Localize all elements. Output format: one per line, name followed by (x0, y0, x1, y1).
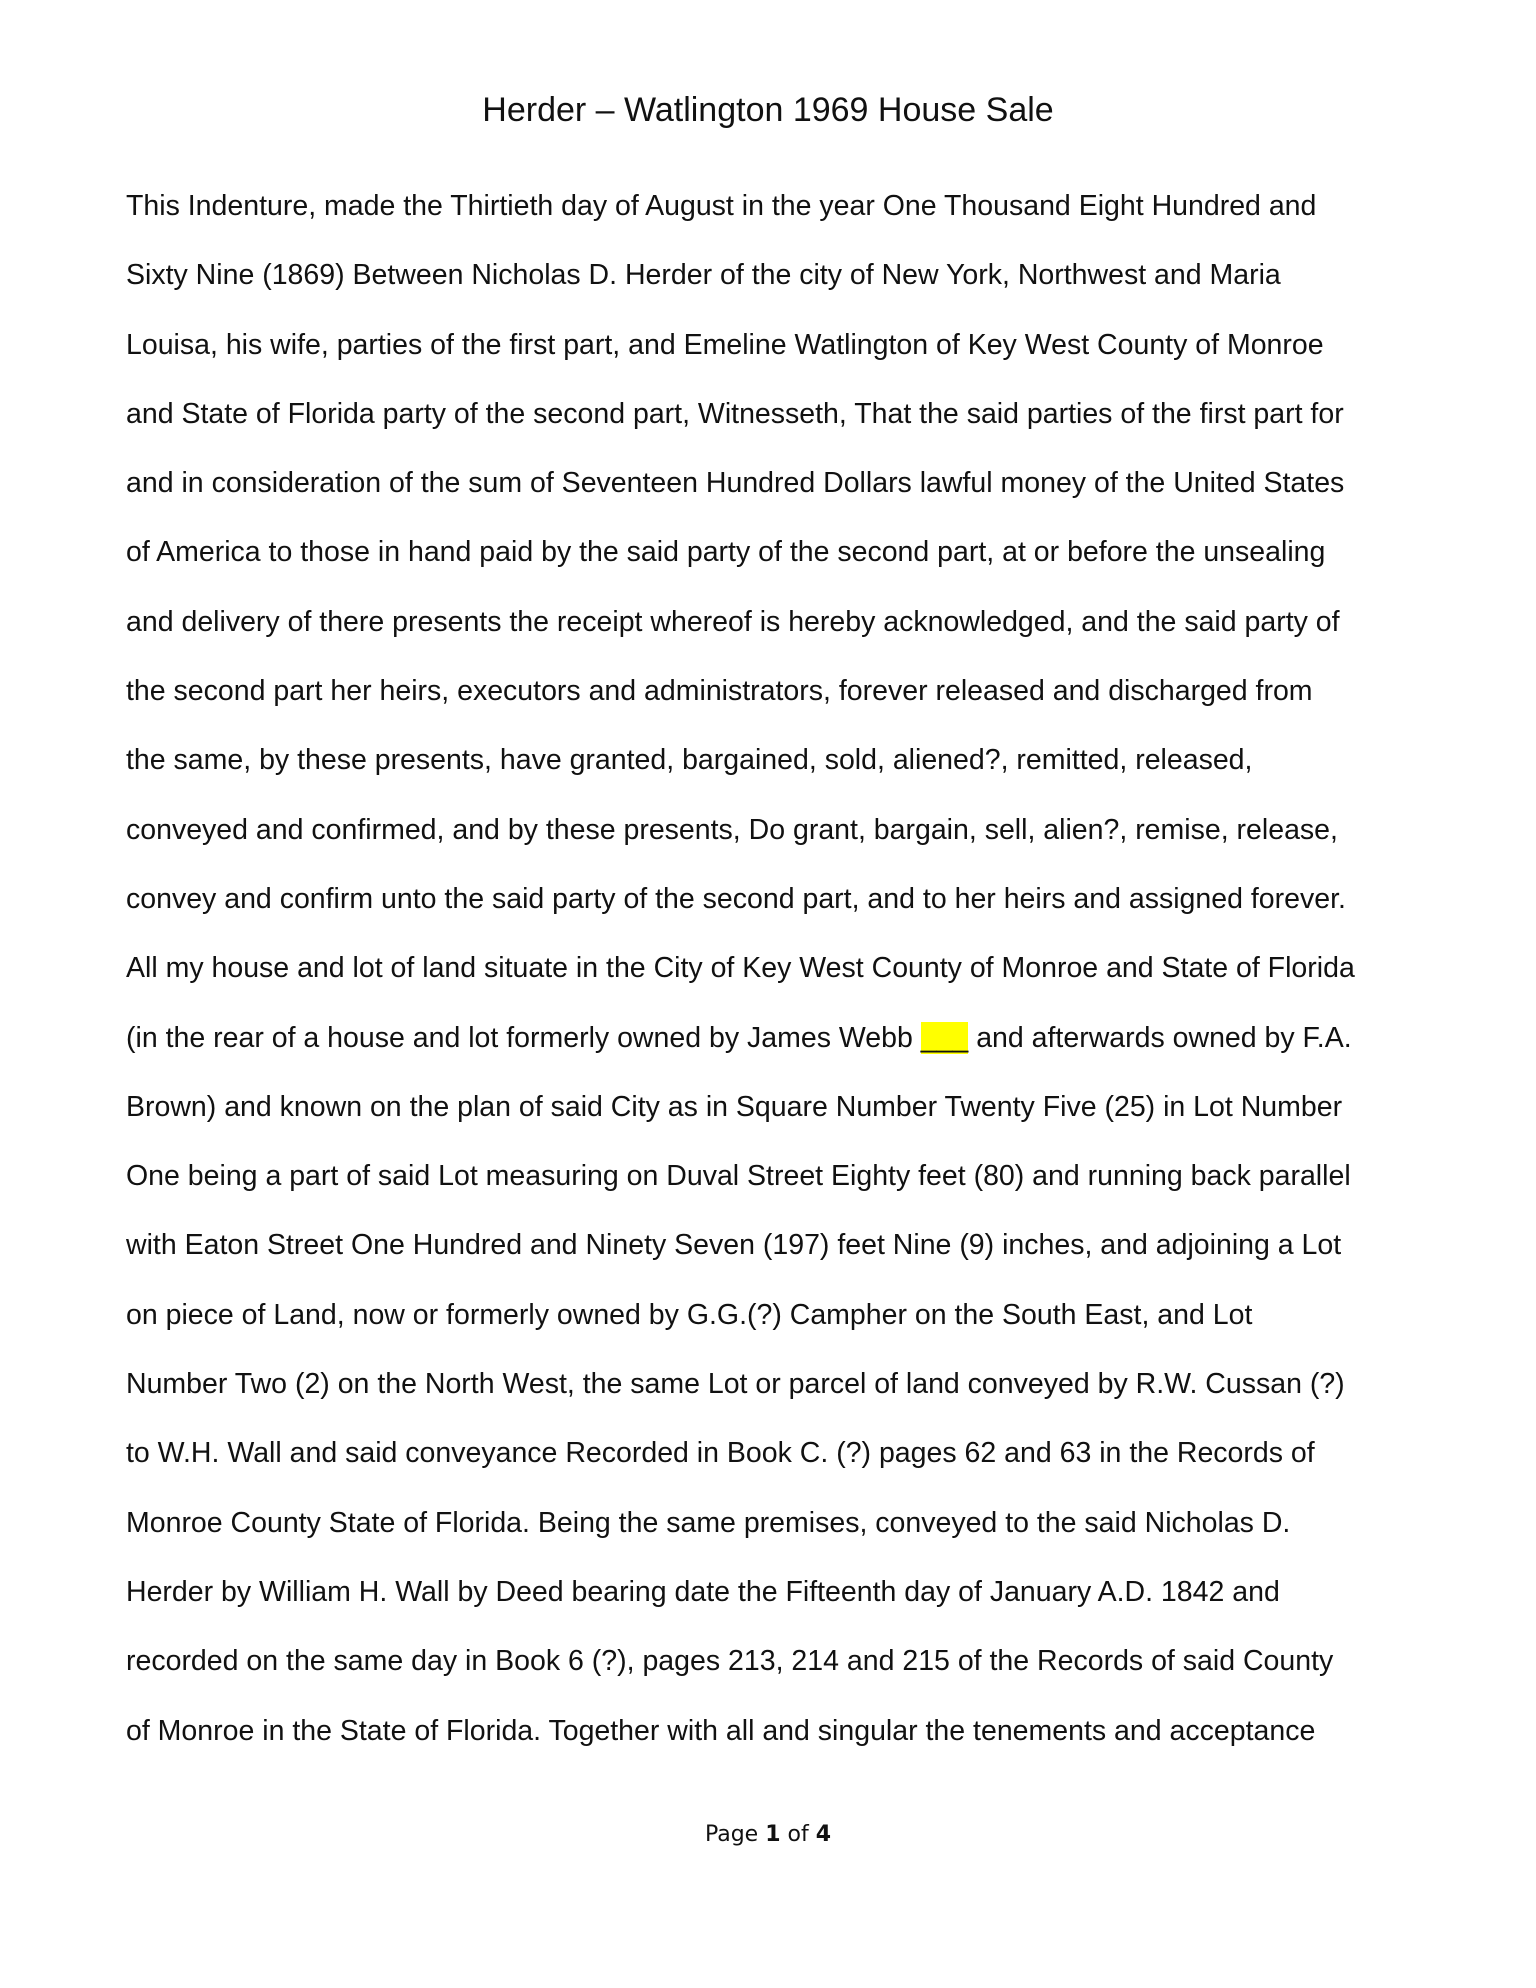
text-line: Brown) and known on the plan of said City as in Square Number Twenty Five (25) in Lot Number (126, 1090, 1343, 1123)
text-line: This Indenture, made the Thirtieth day of August in the year One Thousand Eight Hundred and (126, 190, 1317, 222)
page-label: Page (704, 1822, 759, 1847)
text-line: Louisa, his wife, parties of the first part, and Emeline Watlington of Key West County of Monroe (126, 328, 1324, 361)
total-pages-number: 4 (815, 1822, 832, 1847)
text-line: Herder by William H. Wall by Deed bearing date the Fifteenth day of January A.D. 1842 and (126, 1575, 1280, 1608)
highlighted-blank: ___ (920, 1021, 969, 1054)
text-line: All my house and lot of land situate in the City of Key West County of Monroe and State of Florida (126, 952, 1355, 985)
of-label: of (787, 1822, 809, 1847)
text-line: the second part her heirs, executors and administrators, forever released and discharged from (126, 675, 1313, 708)
current-page-number: 1 (765, 1822, 781, 1847)
text-line: with Eaton Street One Hundred and Ninety Seven (197) feet Nine (9) inches, and adjoining a Lot (126, 1229, 1342, 1262)
page-title: Herder – Watlington 1969 House Sale (482, 91, 1054, 129)
text-line: the same, by these presents, have granted, bargained, sold, aliened?, remitted, released, (126, 744, 1253, 777)
text-line: on piece of Land, now or formerly owned by G.G.(?) Campher on the South East, and Lot (126, 1298, 1253, 1331)
text-line: to W.H. Wall and said conveyance Recorded in Book C. (?) pages 62 and 63 in the Records of (126, 1437, 1315, 1470)
text-line: and in consideration of the sum of Seventeen Hundred Dollars lawful money of the United States (126, 467, 1345, 500)
line-segment-before: (in the rear of a house and lot formerly owned by James Webb (126, 1021, 921, 1054)
text-line: Monroe County State of Florida. Being the same premises, conveyed to the said Nicholas D. (126, 1506, 1291, 1539)
text-line: of Monroe in the State of Florida. Together with all and singular the tenements and acceptance (126, 1714, 1316, 1747)
text-line-highlighted (126, 1004, 1436, 1073)
text-line: Number Two (2) on the North West, the same Lot or parcel of land conveyed by R.W. Cussan (?) (126, 1368, 1345, 1401)
text-line: and delivery of there presents the receipt whereof is hereby acknowledged, and the said party of (126, 605, 1340, 638)
text-line: Sixty Nine (1869) Between Nicholas D. Herder of the city of New York, Northwest and Maria (126, 259, 1281, 292)
text-line: recorded on the same day in Book 6 (?), pages 213, 214 and 215 of the Records of said County (126, 1645, 1334, 1678)
text-line: conveyed and confirmed, and by these presents, Do grant, bargain, sell, alien?, remise, release, (126, 813, 1338, 846)
page-footer (0, 1820, 1536, 1850)
text-line: convey and confirm unto the said party of the second part, and to her heirs and assigned forever. (126, 882, 1346, 915)
text-line: and State of Florida party of the second part, Witnesseth, That the said parties of the first part for (126, 397, 1344, 430)
deed-body (126, 172, 1436, 1766)
text-line: of America to those in hand paid by the said party of the second part, at or before the unsealing (126, 536, 1326, 569)
text-line: One being a part of said Lot measuring on Duval Street Eighty feet (80) and running back parallel (126, 1160, 1351, 1193)
line-segment-after: and afterwards owned by F.A. (968, 1021, 1352, 1054)
